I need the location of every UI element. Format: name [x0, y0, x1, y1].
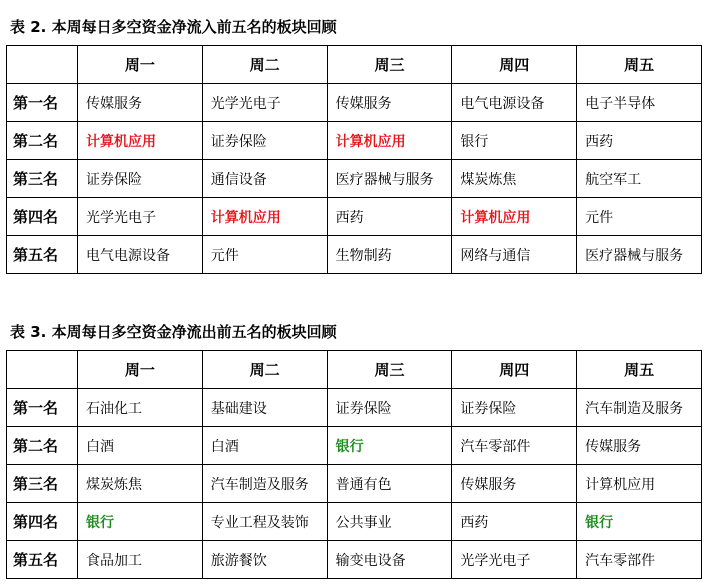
column-header-day: 周一	[78, 46, 203, 84]
sector-cell: 汽车零部件	[452, 427, 577, 465]
sector-cell: 汽车零部件	[577, 541, 702, 579]
column-header-day: 周二	[202, 46, 327, 84]
sector-cell: 西药	[452, 503, 577, 541]
sector-cell: 西药	[577, 122, 702, 160]
sector-cell: 白酒	[78, 427, 203, 465]
table-header-row	[7, 46, 702, 84]
sector-cell: 银行	[78, 503, 203, 541]
sector-cell: 普通有色	[327, 465, 452, 503]
sector-cell: 西药	[327, 198, 452, 236]
sector-cell: 食品加工	[78, 541, 203, 579]
sector-cell: 航空军工	[577, 160, 702, 198]
inflow-table	[6, 45, 702, 274]
table-header-row	[7, 351, 702, 389]
sector-cell: 光学光电子	[202, 84, 327, 122]
sector-cell: 计算机应用	[577, 465, 702, 503]
table3-caption: 表 3. 本周每日多空资金净流出前五名的板块回顾	[10, 323, 337, 341]
table-row	[7, 389, 702, 427]
sector-cell: 银行	[452, 122, 577, 160]
sector-cell: 光学光电子	[78, 198, 203, 236]
column-header-day: 周二	[202, 351, 327, 389]
table2-caption: 表 2. 本周每日多空资金净流入前五名的板块回顾	[10, 18, 337, 36]
table-row	[7, 84, 702, 122]
header-corner-cell	[7, 46, 78, 84]
table-row	[7, 427, 702, 465]
sector-cell: 元件	[577, 198, 702, 236]
column-header-day: 周五	[577, 351, 702, 389]
sector-cell: 计算机应用	[78, 122, 203, 160]
column-header-day: 周三	[327, 351, 452, 389]
outflow-table	[6, 350, 702, 579]
table-row	[7, 541, 702, 579]
table-row	[7, 465, 702, 503]
table-row	[7, 122, 702, 160]
sector-cell: 银行	[577, 503, 702, 541]
rank-label: 第四名	[7, 503, 78, 541]
sector-cell: 输变电设备	[327, 541, 452, 579]
rank-label: 第二名	[7, 122, 78, 160]
sector-cell: 银行	[327, 427, 452, 465]
sector-cell: 光学光电子	[452, 541, 577, 579]
table-row	[7, 198, 702, 236]
sector-cell: 证券保险	[452, 389, 577, 427]
rank-label: 第二名	[7, 427, 78, 465]
sector-cell: 公共事业	[327, 503, 452, 541]
sector-cell: 基础建设	[202, 389, 327, 427]
sector-cell: 煤炭炼焦	[78, 465, 203, 503]
sector-cell: 元件	[202, 236, 327, 274]
rank-label: 第三名	[7, 160, 78, 198]
table-row	[7, 236, 702, 274]
column-header-day: 周三	[327, 46, 452, 84]
sector-cell: 网络与通信	[452, 236, 577, 274]
table-row	[7, 503, 702, 541]
sector-cell: 生物制药	[327, 236, 452, 274]
rank-label: 第四名	[7, 198, 78, 236]
sector-cell: 传媒服务	[577, 427, 702, 465]
sector-cell: 医疗器械与服务	[327, 160, 452, 198]
sector-cell: 医疗器械与服务	[577, 236, 702, 274]
sector-cell: 白酒	[202, 427, 327, 465]
sector-cell: 煤炭炼焦	[452, 160, 577, 198]
header-corner-cell	[7, 351, 78, 389]
rank-label: 第五名	[7, 236, 78, 274]
sector-cell: 证券保险	[78, 160, 203, 198]
column-header-day: 周四	[452, 46, 577, 84]
rank-label: 第一名	[7, 389, 78, 427]
sector-cell: 电气电源设备	[78, 236, 203, 274]
sector-cell: 传媒服务	[452, 465, 577, 503]
rank-label: 第五名	[7, 541, 78, 579]
table-row	[7, 160, 702, 198]
sector-cell: 旅游餐饮	[202, 541, 327, 579]
rank-label: 第一名	[7, 84, 78, 122]
sector-cell: 证券保险	[327, 389, 452, 427]
rank-label: 第三名	[7, 465, 78, 503]
sector-cell: 汽车制造及服务	[202, 465, 327, 503]
sector-cell: 证券保险	[202, 122, 327, 160]
sector-cell: 电子半导体	[577, 84, 702, 122]
sector-cell: 传媒服务	[327, 84, 452, 122]
column-header-day: 周一	[78, 351, 203, 389]
sector-cell: 计算机应用	[452, 198, 577, 236]
sector-cell: 计算机应用	[202, 198, 327, 236]
sector-cell: 电气电源设备	[452, 84, 577, 122]
sector-cell: 传媒服务	[78, 84, 203, 122]
sector-cell: 通信设备	[202, 160, 327, 198]
column-header-day: 周四	[452, 351, 577, 389]
column-header-day: 周五	[577, 46, 702, 84]
sector-cell: 石油化工	[78, 389, 203, 427]
sector-cell: 计算机应用	[327, 122, 452, 160]
sector-cell: 专业工程及装饰	[202, 503, 327, 541]
sector-cell: 汽车制造及服务	[577, 389, 702, 427]
